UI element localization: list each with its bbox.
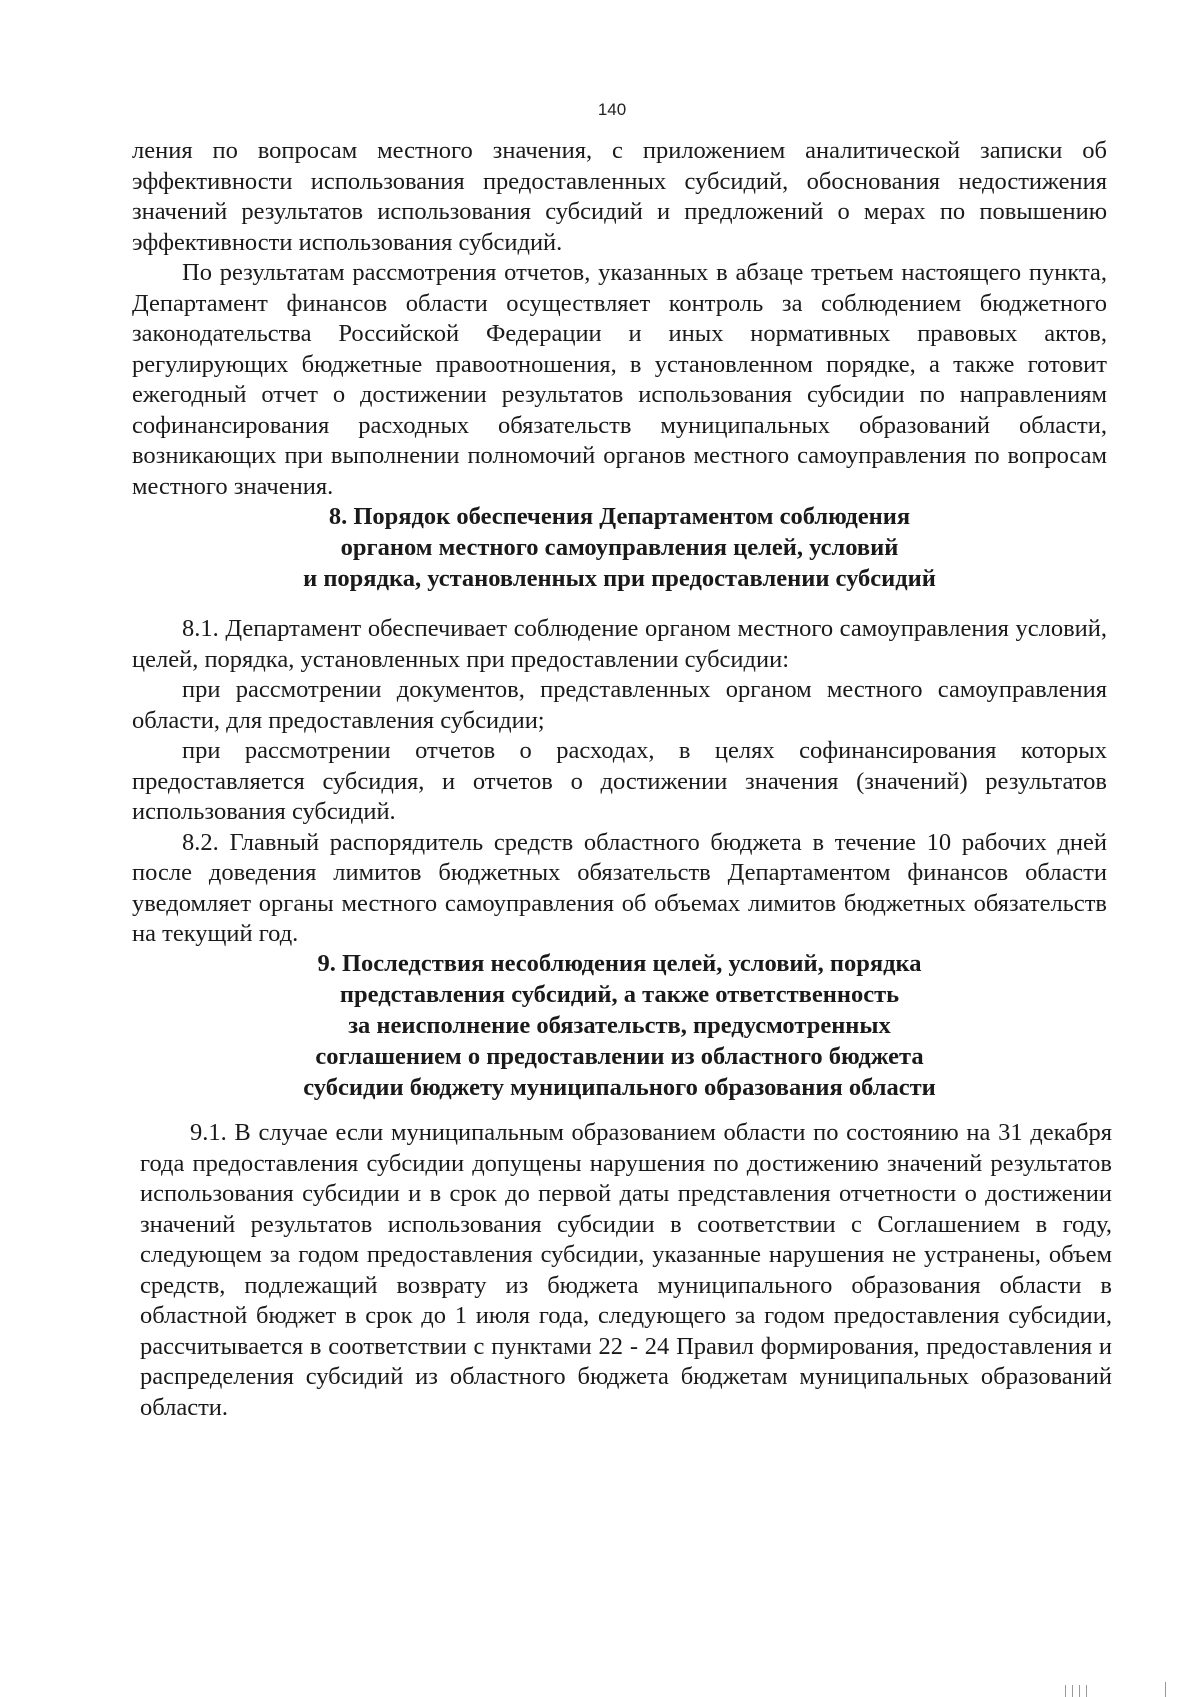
scan-artifact xyxy=(1079,1685,1080,1697)
section-9-title-line: субсидии бюджету муниципального образования области xyxy=(303,1074,936,1101)
paragraph-8-1-b: при рассмотрении отчетов о расходах, в целях софинансирования которых предоставляется субсидия, и отчетов о достижении значения (значений) результатов использования субсидий. xyxy=(132,737,1107,825)
scan-artifact xyxy=(1165,1682,1166,1697)
section-8-title-line: органом местного самоуправления целей, условий xyxy=(340,534,899,561)
section-9-title-line: соглашением о предоставлении из областного бюджета xyxy=(315,1043,924,1070)
section-8-title-line: 8. Порядок обеспечения Департаментом соблюдения xyxy=(328,503,911,530)
section-9-title-line: за неисполнение обязательств, предусмотренных xyxy=(348,1012,891,1039)
intro-text-block xyxy=(132,136,1107,502)
section-8-heading xyxy=(132,501,1107,594)
scan-artifact xyxy=(1065,1685,1066,1697)
scan-artifact xyxy=(1072,1685,1073,1697)
paragraph-8-1-a: при рассмотрении документов, представленных органом местного самоуправления области, для предоставления субсидии; xyxy=(132,676,1107,734)
section-8-body xyxy=(132,614,1107,950)
control-paragraph: По результатам рассмотрения отчетов, указанных в абзаце третьем настоящего пункта, Департамент финансов области осуществляет контроль за соблюдением бюджетного законодательства Российской Федерации и иных нормативных правовых актов, регулирующих бюджетные правоотношения, в установленном порядке, а также готовит ежегодный отчет о достижении результатов использования субсидии по направлениям софинансирования расходных обязательств муниципальных образований области, возникающих при выполнении полномочий органов местного самоуправления по вопросам местного значения. xyxy=(132,259,1107,500)
scan-artifact xyxy=(1086,1685,1087,1697)
section-8-title-line: и порядка, установленных при предоставлении субсидий xyxy=(303,565,936,592)
paragraph-8-1: 8.1. Департамент обеспечивает соблюдение органом местного самоуправления условий, целей, порядка, установленных при предоставлении субсидии: xyxy=(132,615,1107,673)
section-9-title-line: представления субсидий, а также ответственность xyxy=(339,981,900,1008)
section-9-title-line: 9. Последствия несоблюдения целей, условий, порядка xyxy=(317,950,922,977)
paragraph-8-2: 8.2. Главный распорядитель средств областного бюджета в течение 10 рабочих дней после доведения лимитов бюджетных обязательств Департаментом финансов области уведомляет органы местного самоуправления об объемах лимитов бюджетных обязательств на текущий год. xyxy=(132,828,1107,947)
page-number: 140 xyxy=(597,100,627,119)
section-9-heading xyxy=(132,948,1107,1103)
section-9-body xyxy=(140,1118,1112,1423)
intro-paragraph: ления по вопросам местного значения, с приложением аналитической записки об эффективности использования предоставленных субсидий, обоснования недостижения значений результатов использования субсидий и предложений о мерах по повышению эффективности использования субсидий. xyxy=(132,137,1107,256)
paragraph-9-1: 9.1. В случае если муниципальным образованием области по состоянию на 31 декабря года предоставления субсидии допущены нарушения по достижению значений результатов использования субсидии и в срок до первой даты представления отчетности о достижении значений результатов использования субсидии в соответствии с Соглашением в году, следующем за годом предоставления субсидии, указанные нарушения не устранены, объем средств, подлежащий возврату из бюджета муниципального образования области в областной бюджет в срок до 1 июля года, следующего за годом предоставления субсидии, рассчитывается в соответствии с пунктами 22 - 24 Правил формирования, предоставления и распределения субсидий из областного бюджета бюджетам муниципальных образований области. xyxy=(140,1119,1112,1421)
